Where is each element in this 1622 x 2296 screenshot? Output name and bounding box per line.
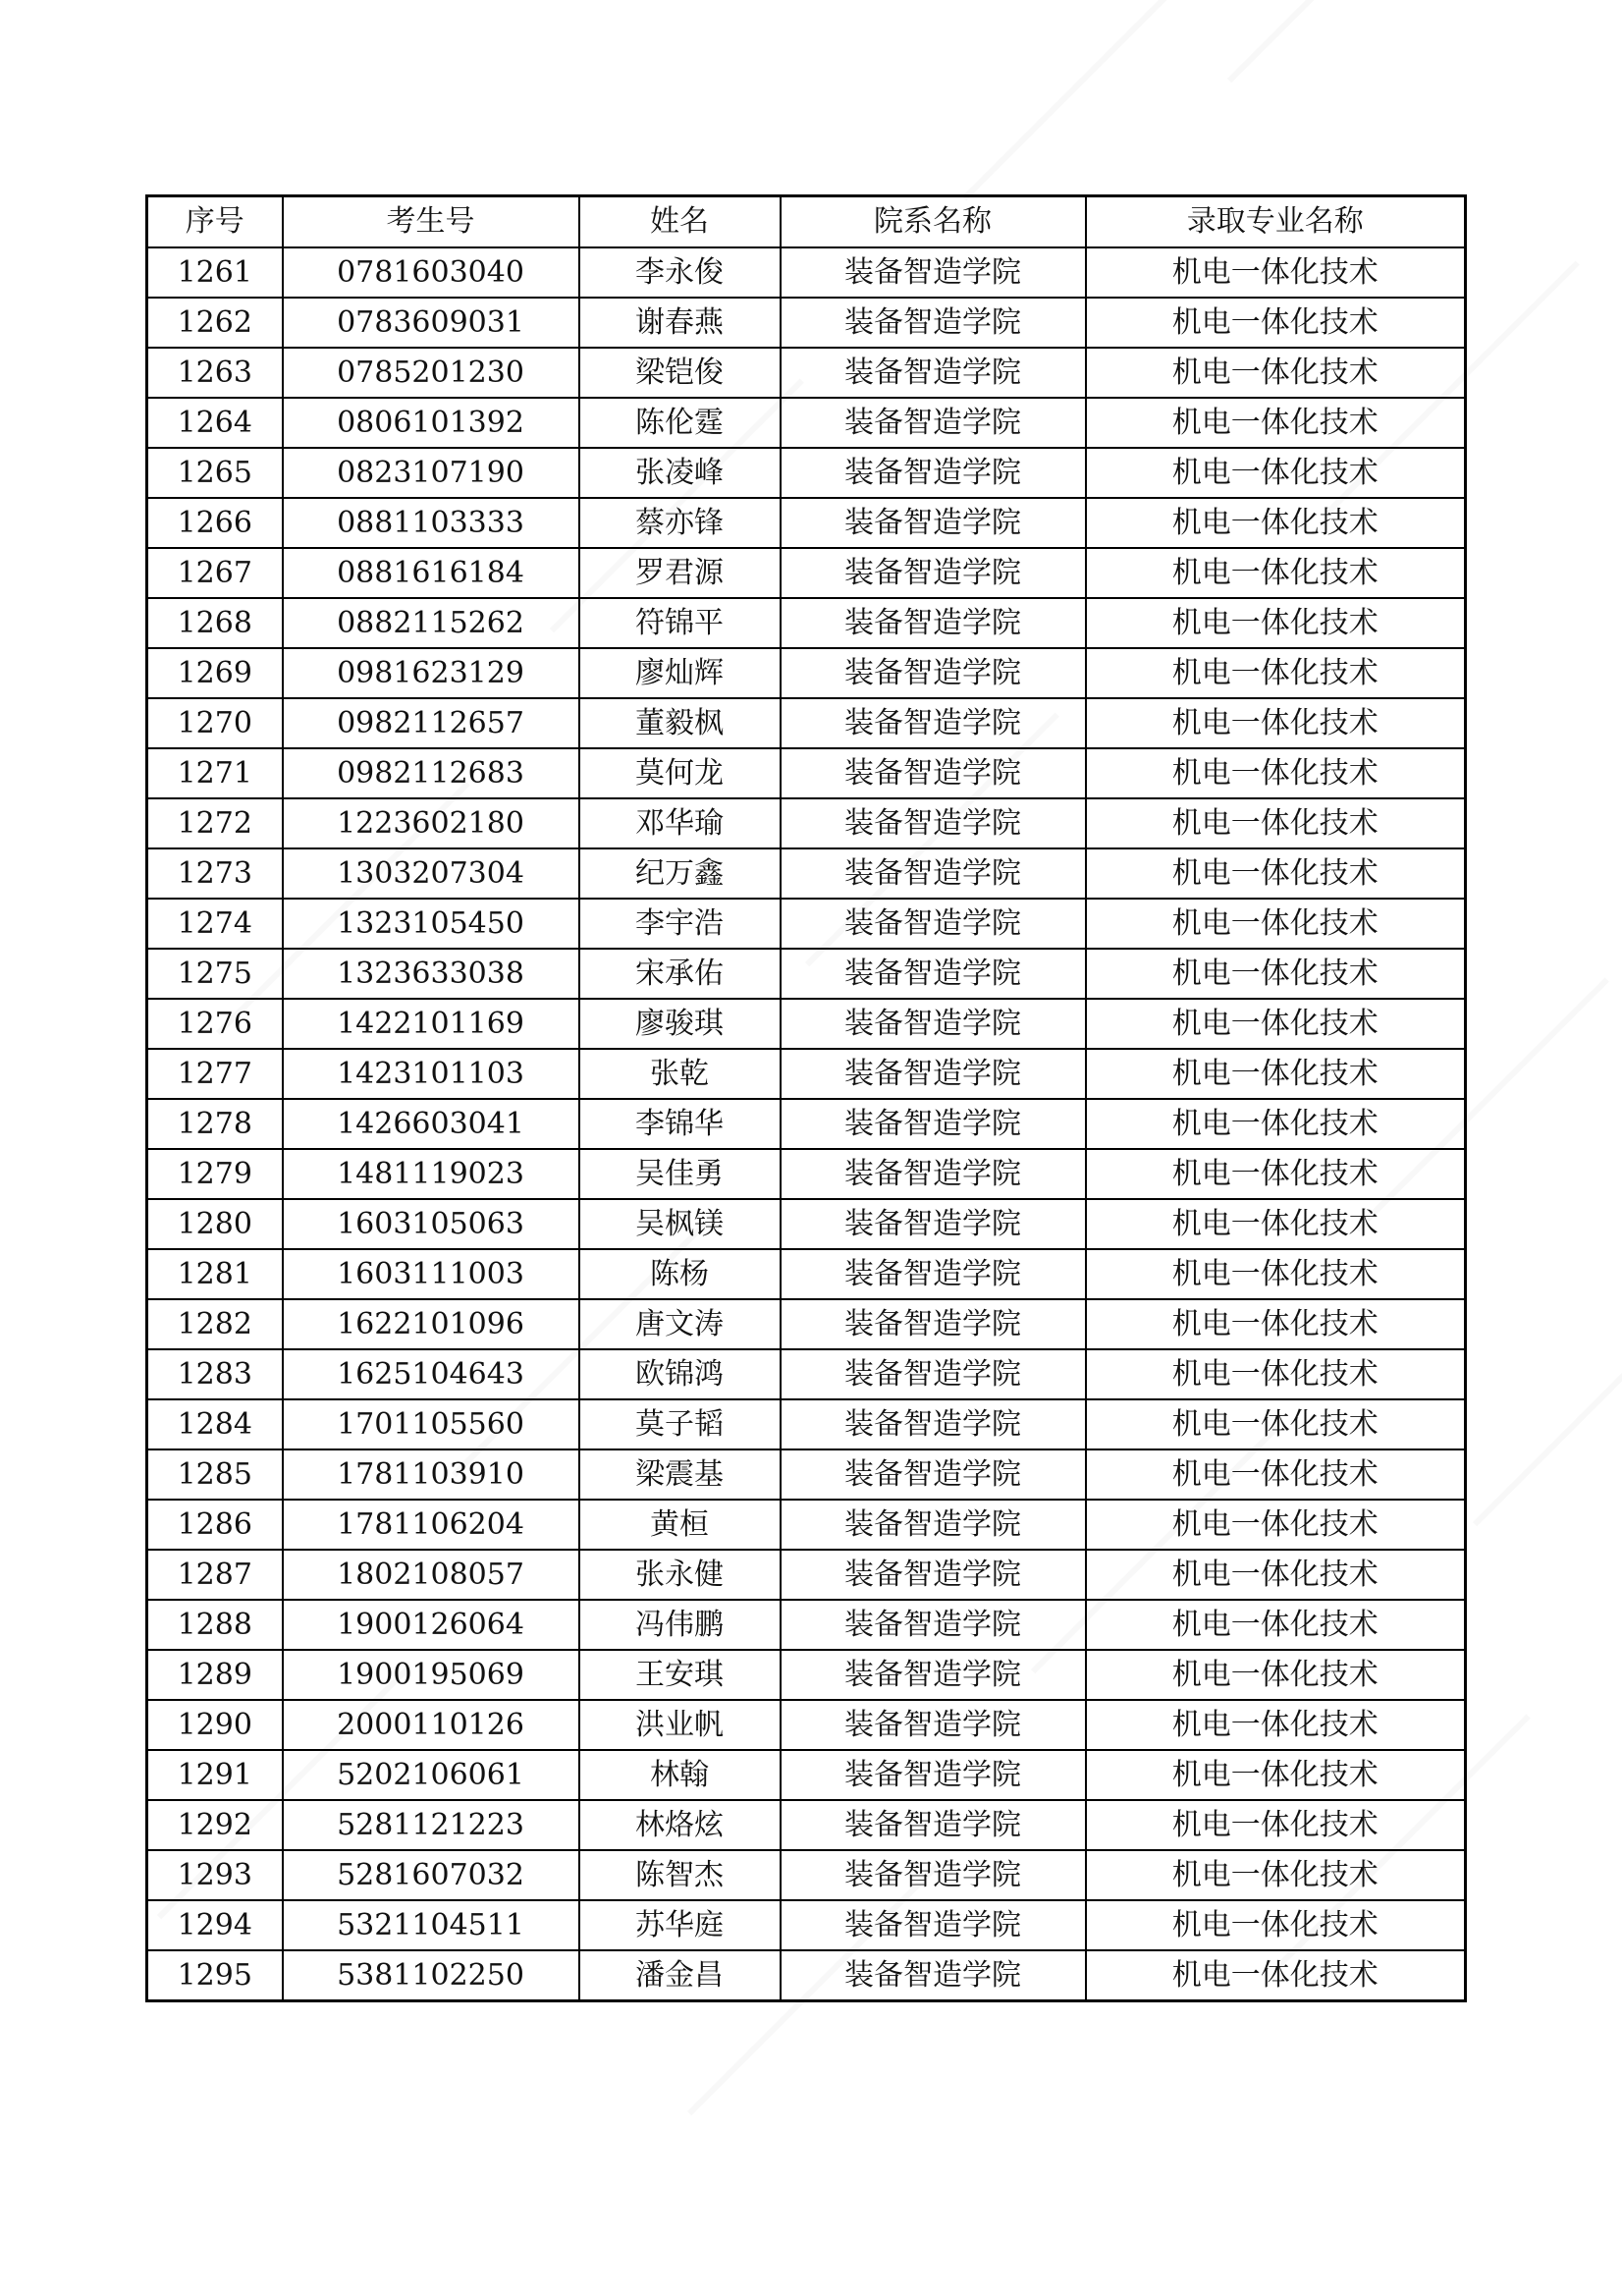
cell-candidate-no: 5281121223 [283,1800,579,1850]
cell-name: 张乾 [579,1049,781,1099]
cell-major: 机电一体化技术 [1086,949,1466,999]
table-row [147,1299,1466,1349]
cell-seq: 1272 [147,798,283,848]
cell-name: 邓华瑜 [579,798,781,848]
cell-department: 装备智造学院 [781,247,1086,298]
cell-seq: 1265 [147,448,283,498]
cell-major: 机电一体化技术 [1086,1399,1466,1449]
cell-major: 机电一体化技术 [1086,1750,1466,1800]
table-row [147,1950,1466,2001]
cell-name: 吴枫镁 [579,1199,781,1249]
cell-department: 装备智造学院 [781,1049,1086,1099]
cell-department: 装备智造学院 [781,899,1086,949]
table-row [147,498,1466,548]
cell-department: 装备智造学院 [781,1449,1086,1500]
cell-major: 机电一体化技术 [1086,398,1466,448]
cell-department: 装备智造学院 [781,1950,1086,2001]
table-row [147,1750,1466,1800]
table-row [147,598,1466,648]
cell-candidate-no: 1423101103 [283,1049,579,1099]
cell-name: 欧锦鸿 [579,1349,781,1399]
cell-seq: 1262 [147,298,283,348]
cell-department: 装备智造学院 [781,848,1086,899]
cell-seq: 1293 [147,1850,283,1900]
cell-seq: 1279 [147,1149,283,1199]
cell-department: 装备智造学院 [781,1249,1086,1299]
cell-name: 纪万鑫 [579,848,781,899]
cell-major: 机电一体化技术 [1086,1149,1466,1199]
cell-seq: 1276 [147,999,283,1049]
cell-major: 机电一体化技术 [1086,1950,1466,2001]
cell-department: 装备智造学院 [781,448,1086,498]
cell-major: 机电一体化技术 [1086,1500,1466,1550]
cell-seq: 1295 [147,1950,283,2001]
cell-candidate-no: 0806101392 [283,398,579,448]
cell-candidate-no: 0982112683 [283,748,579,798]
table-row [147,1199,1466,1249]
cell-department: 装备智造学院 [781,1750,1086,1800]
cell-seq: 1273 [147,848,283,899]
cell-department: 装备智造学院 [781,1149,1086,1199]
cell-candidate-no: 1781103910 [283,1449,579,1500]
cell-seq: 1288 [147,1600,283,1650]
cell-candidate-no: 1422101169 [283,999,579,1049]
cell-major: 机电一体化技术 [1086,899,1466,949]
table-row [147,1600,1466,1650]
table-row [147,298,1466,348]
cell-candidate-no: 1603111003 [283,1249,579,1299]
cell-seq: 1264 [147,398,283,448]
cell-major: 机电一体化技术 [1086,698,1466,748]
table-row [147,1249,1466,1299]
cell-candidate-no: 0781603040 [283,247,579,298]
table-row [147,1099,1466,1149]
table-row [147,1700,1466,1750]
cell-department: 装备智造学院 [781,1500,1086,1550]
cell-candidate-no: 1900195069 [283,1650,579,1700]
cell-candidate-no: 0982112657 [283,698,579,748]
cell-major: 机电一体化技术 [1086,1099,1466,1149]
cell-candidate-no: 1622101096 [283,1299,579,1349]
cell-name: 林翰 [579,1750,781,1800]
cell-major: 机电一体化技术 [1086,498,1466,548]
table-row [147,1149,1466,1199]
table-row [147,798,1466,848]
table-row [147,1900,1466,1950]
table-row [147,899,1466,949]
cell-major: 机电一体化技术 [1086,848,1466,899]
cell-seq: 1261 [147,247,283,298]
table-row [147,1449,1466,1500]
table-row [147,1349,1466,1399]
cell-department: 装备智造学院 [781,1349,1086,1399]
cell-name: 陈伦霆 [579,398,781,448]
cell-department: 装备智造学院 [781,298,1086,348]
cell-major: 机电一体化技术 [1086,748,1466,798]
cell-major: 机电一体化技术 [1086,298,1466,348]
cell-seq: 1281 [147,1249,283,1299]
cell-candidate-no: 1323633038 [283,949,579,999]
cell-candidate-no: 1802108057 [283,1550,579,1600]
cell-seq: 1282 [147,1299,283,1349]
cell-department: 装备智造学院 [781,498,1086,548]
cell-major: 机电一体化技术 [1086,1299,1466,1349]
table-row [147,1550,1466,1600]
cell-department: 装备智造学院 [781,1850,1086,1900]
cell-name: 廖灿辉 [579,648,781,698]
header-major: 录取专业名称 [1086,196,1466,248]
cell-candidate-no: 0881616184 [283,548,579,598]
cell-seq: 1291 [147,1750,283,1800]
cell-major: 机电一体化技术 [1086,348,1466,398]
cell-name: 符锦平 [579,598,781,648]
table-body [147,247,1466,2001]
cell-seq: 1278 [147,1099,283,1149]
cell-candidate-no: 5381102250 [283,1950,579,2001]
cell-seq: 1263 [147,348,283,398]
cell-department: 装备智造学院 [781,1550,1086,1600]
cell-department: 装备智造学院 [781,949,1086,999]
cell-department: 装备智造学院 [781,648,1086,698]
cell-seq: 1280 [147,1199,283,1249]
cell-seq: 1290 [147,1700,283,1750]
cell-candidate-no: 5321104511 [283,1900,579,1950]
cell-department: 装备智造学院 [781,1099,1086,1149]
header-department: 院系名称 [781,196,1086,248]
cell-name: 陈智杰 [579,1850,781,1900]
admission-table [145,194,1467,2002]
cell-major: 机电一体化技术 [1086,1449,1466,1500]
cell-candidate-no: 0882115262 [283,598,579,648]
table-row [147,949,1466,999]
cell-candidate-no: 0981623129 [283,648,579,698]
table-row [147,398,1466,448]
cell-department: 装备智造学院 [781,1800,1086,1850]
cell-name: 李永俊 [579,247,781,298]
cell-name: 廖骏琪 [579,999,781,1049]
cell-major: 机电一体化技术 [1086,648,1466,698]
header-name: 姓名 [579,196,781,248]
cell-major: 机电一体化技术 [1086,1249,1466,1299]
cell-seq: 1284 [147,1399,283,1449]
cell-name: 洪业帆 [579,1700,781,1750]
table-row [147,1850,1466,1900]
cell-department: 装备智造学院 [781,798,1086,848]
cell-name: 陈杨 [579,1249,781,1299]
table-row [147,1650,1466,1700]
cell-seq: 1285 [147,1449,283,1500]
cell-candidate-no: 1223602180 [283,798,579,848]
cell-department: 装备智造学院 [781,1399,1086,1449]
cell-candidate-no: 1303207304 [283,848,579,899]
cell-department: 装备智造学院 [781,348,1086,398]
cell-name: 罗君源 [579,548,781,598]
cell-candidate-no: 1781106204 [283,1500,579,1550]
cell-name: 冯伟鹏 [579,1600,781,1650]
cell-name: 王安琪 [579,1650,781,1700]
watermark-mark [1227,0,1482,82]
table-header-row [147,196,1466,248]
cell-seq: 1289 [147,1650,283,1700]
cell-candidate-no: 0785201230 [283,348,579,398]
table-row [147,348,1466,398]
cell-candidate-no: 1603105063 [283,1199,579,1249]
cell-major: 机电一体化技术 [1086,1700,1466,1750]
cell-major: 机电一体化技术 [1086,598,1466,648]
cell-name: 黄桓 [579,1500,781,1550]
cell-major: 机电一体化技术 [1086,1349,1466,1399]
cell-department: 装备智造学院 [781,1650,1086,1700]
cell-name: 梁铠俊 [579,348,781,398]
cell-name: 苏华庭 [579,1900,781,1950]
cell-major: 机电一体化技术 [1086,1199,1466,1249]
watermark-mark [962,0,1216,200]
cell-name: 梁震基 [579,1449,781,1500]
cell-department: 装备智造学院 [781,1299,1086,1349]
cell-seq: 1270 [147,698,283,748]
cell-seq: 1294 [147,1900,283,1950]
table-row [147,999,1466,1049]
cell-major: 机电一体化技术 [1086,548,1466,598]
cell-name: 吴佳勇 [579,1149,781,1199]
cell-candidate-no: 2000110126 [283,1700,579,1750]
cell-major: 机电一体化技术 [1086,999,1466,1049]
table-row [147,848,1466,899]
header-seq: 序号 [147,196,283,248]
table-row [147,748,1466,798]
cell-candidate-no: 1323105450 [283,899,579,949]
cell-name: 谢春燕 [579,298,781,348]
table-row [147,648,1466,698]
header-candidate-no: 考生号 [283,196,579,248]
cell-name: 潘金昌 [579,1950,781,2001]
cell-candidate-no: 1701105560 [283,1399,579,1449]
table-row [147,1049,1466,1099]
cell-department: 装备智造学院 [781,598,1086,648]
cell-candidate-no: 5202106061 [283,1750,579,1800]
cell-seq: 1287 [147,1550,283,1600]
cell-candidate-no: 1481119023 [283,1149,579,1199]
cell-name: 莫子韬 [579,1399,781,1449]
cell-department: 装备智造学院 [781,999,1086,1049]
cell-major: 机电一体化技术 [1086,1550,1466,1600]
cell-name: 宋承佑 [579,949,781,999]
cell-name: 莫何龙 [579,748,781,798]
cell-seq: 1283 [147,1349,283,1399]
cell-department: 装备智造学院 [781,698,1086,748]
cell-candidate-no: 1625104643 [283,1349,579,1399]
cell-candidate-no: 0823107190 [283,448,579,498]
table-row [147,448,1466,498]
cell-name: 蔡亦锋 [579,498,781,548]
table-row [147,1500,1466,1550]
cell-seq: 1292 [147,1800,283,1850]
cell-major: 机电一体化技术 [1086,1600,1466,1650]
cell-seq: 1286 [147,1500,283,1550]
cell-seq: 1277 [147,1049,283,1099]
cell-name: 林烙炫 [579,1800,781,1850]
cell-candidate-no: 0881103333 [283,498,579,548]
watermark-mark [1473,1272,1622,1526]
cell-department: 装备智造学院 [781,1700,1086,1750]
cell-department: 装备智造学院 [781,748,1086,798]
cell-name: 张凌峰 [579,448,781,498]
cell-name: 李宇浩 [579,899,781,949]
cell-major: 机电一体化技术 [1086,1850,1466,1900]
cell-major: 机电一体化技术 [1086,1800,1466,1850]
cell-seq: 1269 [147,648,283,698]
cell-name: 张永健 [579,1550,781,1600]
cell-major: 机电一体化技术 [1086,798,1466,848]
cell-seq: 1274 [147,899,283,949]
table-row [147,698,1466,748]
cell-seq: 1268 [147,598,283,648]
cell-major: 机电一体化技术 [1086,1900,1466,1950]
cell-department: 装备智造学院 [781,1199,1086,1249]
cell-seq: 1271 [147,748,283,798]
cell-seq: 1267 [147,548,283,598]
cell-major: 机电一体化技术 [1086,247,1466,298]
cell-candidate-no: 0783609031 [283,298,579,348]
table-row [147,1399,1466,1449]
cell-department: 装备智造学院 [781,548,1086,598]
table-row [147,247,1466,298]
cell-department: 装备智造学院 [781,398,1086,448]
cell-name: 董毅枫 [579,698,781,748]
cell-candidate-no: 1900126064 [283,1600,579,1650]
cell-department: 装备智造学院 [781,1600,1086,1650]
cell-seq: 1266 [147,498,283,548]
cell-name: 李锦华 [579,1099,781,1149]
cell-candidate-no: 5281607032 [283,1850,579,1900]
cell-major: 机电一体化技术 [1086,448,1466,498]
cell-major: 机电一体化技术 [1086,1650,1466,1700]
table-row [147,1800,1466,1850]
cell-department: 装备智造学院 [781,1900,1086,1950]
table-row [147,548,1466,598]
cell-name: 唐文涛 [579,1299,781,1349]
cell-candidate-no: 1426603041 [283,1099,579,1149]
cell-seq: 1275 [147,949,283,999]
cell-major: 机电一体化技术 [1086,1049,1466,1099]
